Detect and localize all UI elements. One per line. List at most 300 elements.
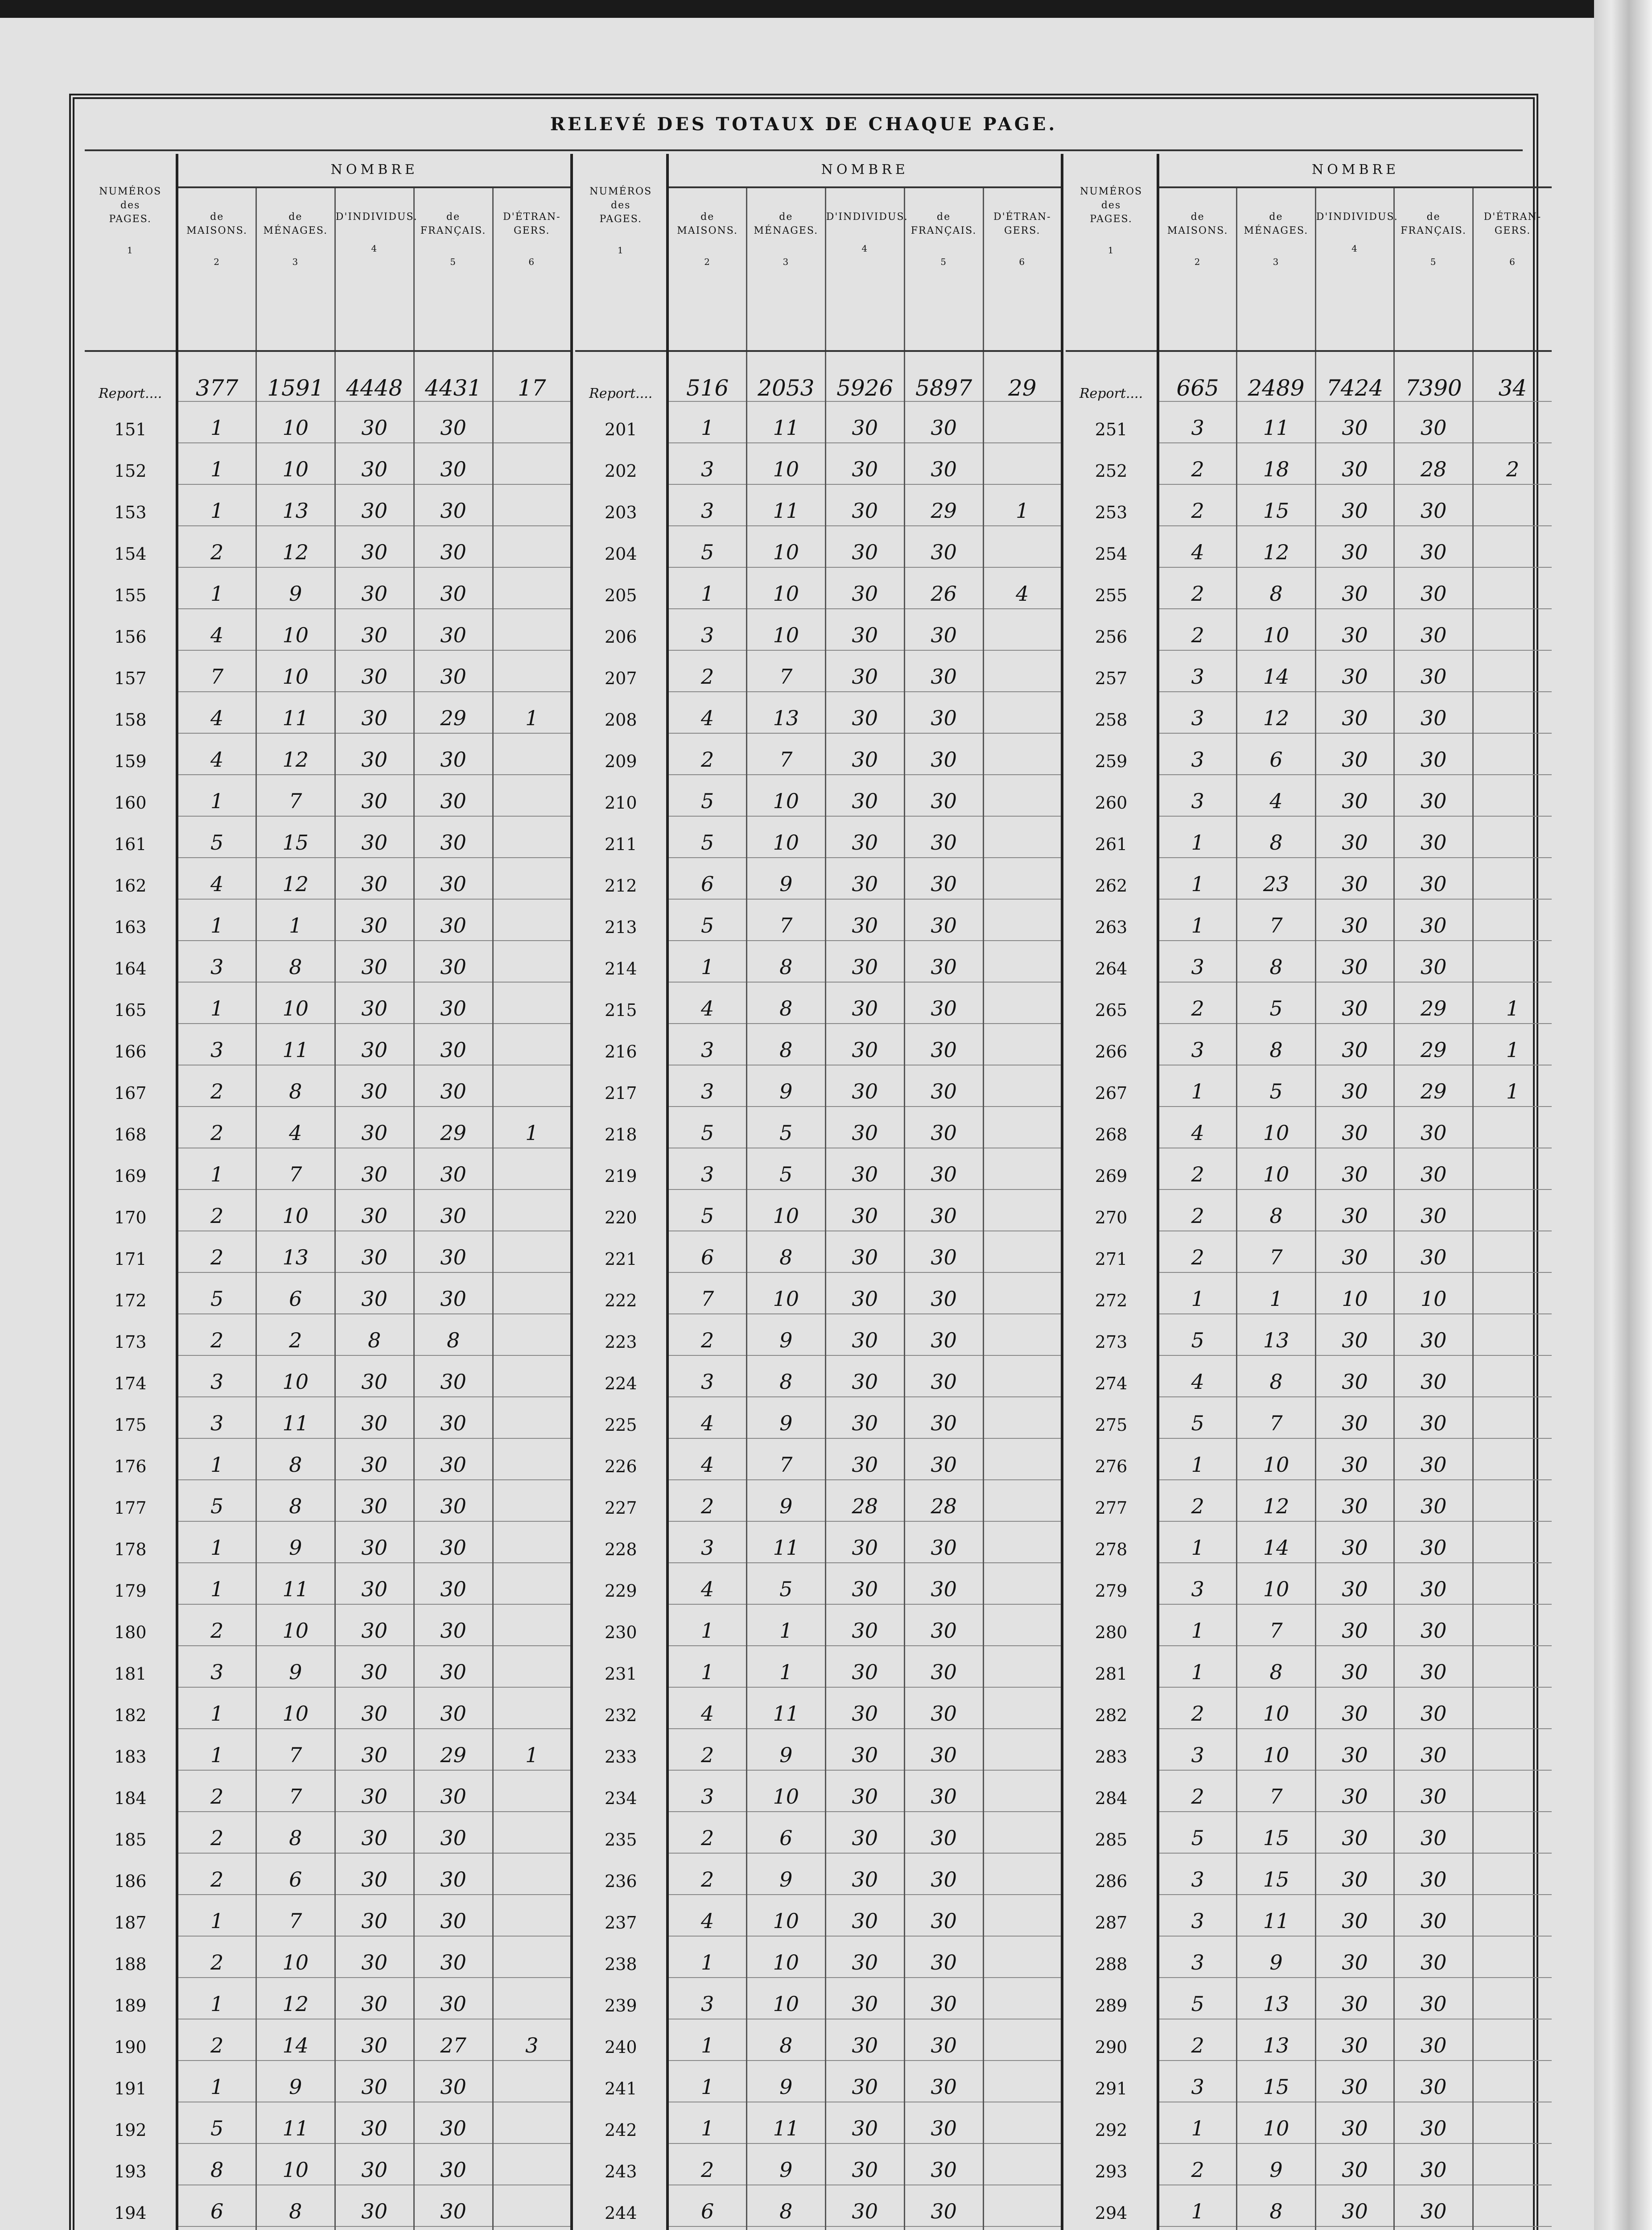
maisons-cell: 2 bbox=[1158, 2143, 1237, 2185]
maisons-cell: 3 bbox=[177, 1397, 256, 1438]
menages-cell: 10 bbox=[256, 443, 335, 484]
maisons-cell: 2 bbox=[177, 2019, 256, 2061]
individus-cell: 30 bbox=[1315, 2061, 1394, 2102]
page-number-cell: 204 bbox=[575, 526, 667, 567]
etrangers-cell: 1 bbox=[493, 692, 572, 733]
page-number-cell: 270 bbox=[1066, 1189, 1158, 1231]
table-row bbox=[85, 1107, 572, 1148]
individus-cell: 30 bbox=[1315, 1646, 1394, 1687]
francais-cell: 30 bbox=[414, 816, 493, 858]
francais-cell: 30 bbox=[1394, 1189, 1473, 1231]
page-number-cell: 286 bbox=[1066, 1853, 1158, 1895]
menages-header-label: de bbox=[1269, 211, 1283, 223]
menages-cell: 10 bbox=[256, 650, 335, 692]
maisons-cell: 2 bbox=[177, 1107, 256, 1148]
etrangers-cell bbox=[983, 1355, 1062, 1397]
table-row bbox=[575, 526, 1062, 567]
maisons-cell: 1 bbox=[177, 1687, 256, 1729]
francais-cell: 28 bbox=[904, 1480, 983, 1521]
francais-cell: 30 bbox=[1394, 2185, 1473, 2226]
table-row bbox=[85, 1024, 572, 1065]
maisons-cell: 1 bbox=[667, 401, 746, 443]
menages-cell: 5 bbox=[746, 1563, 825, 1604]
table-row bbox=[85, 443, 572, 484]
page-number-cell: 273 bbox=[1066, 1314, 1158, 1355]
table-row bbox=[575, 1189, 1062, 1231]
menages-cell: 10 bbox=[1237, 2102, 1316, 2143]
individus-cell: 30 bbox=[1315, 1895, 1394, 1936]
page-number-cell: 174 bbox=[85, 1355, 177, 1397]
maisons-cell: 2 bbox=[1158, 982, 1237, 1024]
menages-cell: 10 bbox=[746, 609, 825, 650]
etrangers-cell bbox=[493, 982, 572, 1024]
menages-cell: 9 bbox=[746, 858, 825, 899]
etrangers-cell bbox=[983, 526, 1062, 567]
francais-cell: 30 bbox=[904, 1687, 983, 1729]
menages-cell bbox=[746, 2226, 825, 2230]
etrangers-cell bbox=[983, 692, 1062, 733]
francais-cell: 29 bbox=[1394, 982, 1473, 1024]
etrangers-cell bbox=[1473, 2143, 1552, 2185]
table-row bbox=[1066, 1936, 1552, 1978]
etrangers-cell bbox=[493, 1438, 572, 1480]
page-number-cell: 242 bbox=[575, 2102, 667, 2143]
page-number-cell: 178 bbox=[85, 1521, 177, 1563]
table-row bbox=[85, 1729, 572, 1770]
maisons-cell: 3 bbox=[1158, 1024, 1237, 1065]
menages-cell: 18 bbox=[1237, 443, 1316, 484]
menages-cell: 11 bbox=[746, 2102, 825, 2143]
page-number-cell: 257 bbox=[1066, 650, 1158, 692]
maisons-cell: 2 bbox=[667, 650, 746, 692]
page-numbers-header bbox=[85, 154, 177, 351]
menages-cell: 8 bbox=[256, 2185, 335, 2226]
page-number-cell: 243 bbox=[575, 2143, 667, 2185]
page-number-cell: 156 bbox=[85, 609, 177, 650]
etrangers-cell bbox=[1473, 2061, 1552, 2102]
table-row bbox=[1066, 1895, 1552, 1936]
maisons-cell: 2 bbox=[667, 1314, 746, 1355]
table-row bbox=[85, 1065, 572, 1107]
page-number-cell: 284 bbox=[1066, 1770, 1158, 1812]
report-label: Report.... bbox=[575, 351, 667, 401]
francais-cell: 30 bbox=[414, 567, 493, 609]
page-number-cell: 280 bbox=[1066, 1604, 1158, 1646]
etrangers-cell bbox=[983, 2185, 1062, 2226]
table-row bbox=[85, 1231, 572, 1272]
individus-cell: 30 bbox=[825, 526, 904, 567]
individus-cell: 30 bbox=[825, 1687, 904, 1729]
etrangers-cell bbox=[983, 775, 1062, 816]
table-row bbox=[1066, 1563, 1552, 1604]
table-row bbox=[1066, 1148, 1552, 1189]
francais-cell: 30 bbox=[904, 1729, 983, 1770]
etrangers-cell bbox=[1473, 1729, 1552, 1770]
menages-cell: 11 bbox=[746, 484, 825, 526]
page-numbers-header-label: PAGES. bbox=[109, 213, 152, 225]
report-row bbox=[575, 351, 1062, 401]
page-number-cell: 166 bbox=[85, 1024, 177, 1065]
menages-cell: 10 bbox=[1237, 1148, 1316, 1189]
maisons-cell: 2 bbox=[1158, 1770, 1237, 1812]
maisons-cell: 3 bbox=[177, 941, 256, 982]
individus-cell: 30 bbox=[335, 609, 414, 650]
page-numbers-header-label: des bbox=[1101, 199, 1121, 211]
page-number-cell: 155 bbox=[85, 567, 177, 609]
menages-cell: 8 bbox=[1237, 567, 1316, 609]
page-number-cell: 209 bbox=[575, 733, 667, 775]
individus-cell: 30 bbox=[1315, 1189, 1394, 1231]
individus-cell: 30 bbox=[825, 1978, 904, 2019]
menages-cell: 12 bbox=[256, 858, 335, 899]
etrangers-cell bbox=[493, 1521, 572, 1563]
individus-cell: 30 bbox=[335, 1397, 414, 1438]
table-row bbox=[85, 1770, 572, 1812]
maisons-cell: 2 bbox=[177, 1314, 256, 1355]
francais-cell: 30 bbox=[904, 2061, 983, 2102]
menages-cell: 12 bbox=[256, 526, 335, 567]
menages-cell: 9 bbox=[1237, 1936, 1316, 1978]
page-number-cell: 201 bbox=[575, 401, 667, 443]
francais-header bbox=[414, 187, 493, 351]
etrangers-cell bbox=[493, 1231, 572, 1272]
francais-cell: 30 bbox=[904, 1604, 983, 1646]
maisons-cell: 1 bbox=[177, 899, 256, 941]
individus-cell: 30 bbox=[335, 816, 414, 858]
francais-header-label: FRANÇAIS. bbox=[1401, 225, 1467, 236]
page-number-cell: 157 bbox=[85, 650, 177, 692]
menages-cell: 5 bbox=[746, 1148, 825, 1189]
etrangers-cell bbox=[493, 1355, 572, 1397]
page-number-cell: 194 bbox=[85, 2185, 177, 2226]
francais-header-label: de bbox=[937, 211, 951, 223]
page-number-cell: 272 bbox=[1066, 1272, 1158, 1314]
etrangers-cell: 1 bbox=[983, 484, 1062, 526]
etrangers-cell bbox=[1473, 2226, 1552, 2230]
francais-cell: 30 bbox=[1394, 650, 1473, 692]
francais-cell: 30 bbox=[414, 484, 493, 526]
menages-cell: 9 bbox=[746, 1397, 825, 1438]
individus-cell: 30 bbox=[1315, 1355, 1394, 1397]
table-row bbox=[85, 1355, 572, 1397]
table-row bbox=[575, 1231, 1062, 1272]
menages-cell: 8 bbox=[256, 941, 335, 982]
menages-cell: 7 bbox=[746, 733, 825, 775]
individus-cell: 30 bbox=[1315, 1687, 1394, 1729]
etrangers-cell bbox=[493, 2143, 572, 2185]
etrangers-header-label: D'ÉTRAN- bbox=[993, 211, 1051, 223]
page-number-cell: 160 bbox=[85, 775, 177, 816]
page-number-cell: 221 bbox=[575, 1231, 667, 1272]
individus-cell: 30 bbox=[1315, 1148, 1394, 1189]
column-number: 4 bbox=[371, 243, 378, 254]
table-row bbox=[85, 941, 572, 982]
page-number-cell: 253 bbox=[1066, 484, 1158, 526]
etrangers-header bbox=[983, 187, 1062, 351]
individus-cell: 30 bbox=[1315, 1065, 1394, 1107]
francais-cell: 30 bbox=[904, 858, 983, 899]
table-row bbox=[575, 1272, 1062, 1314]
individus-cell: 30 bbox=[335, 1480, 414, 1521]
menages-cell: 10 bbox=[746, 1978, 825, 2019]
totals-block-3 bbox=[1066, 154, 1552, 2230]
table-row bbox=[575, 775, 1062, 816]
individus-cell: 30 bbox=[1315, 1231, 1394, 1272]
etrangers-header-label: D'ÉTRAN- bbox=[503, 211, 561, 223]
francais-cell: 30 bbox=[904, 1148, 983, 1189]
francais-cell: 30 bbox=[414, 2185, 493, 2226]
individus-header-label: D'INDIVIDUS. bbox=[335, 211, 418, 223]
etrangers-cell bbox=[1473, 650, 1552, 692]
etrangers-cell bbox=[493, 1895, 572, 1936]
page-number-cell: 233 bbox=[575, 1729, 667, 1770]
menages-cell: 9 bbox=[256, 567, 335, 609]
table-row bbox=[575, 1978, 1062, 2019]
nombre-header: NOMBRE bbox=[667, 154, 1062, 187]
table-row bbox=[1066, 2143, 1552, 2185]
menages-cell bbox=[1237, 2226, 1316, 2230]
francais-cell: 30 bbox=[904, 2143, 983, 2185]
menages-cell: 8 bbox=[1237, 1189, 1316, 1231]
francais-cell: 30 bbox=[414, 1189, 493, 1231]
page-number-cell: 292 bbox=[1066, 2102, 1158, 2143]
maisons-cell: 2 bbox=[667, 733, 746, 775]
page-number-cell: 202 bbox=[575, 443, 667, 484]
report-value: 17 bbox=[493, 351, 572, 401]
maisons-cell: 2 bbox=[667, 2143, 746, 2185]
maisons-cell: 3 bbox=[1158, 1936, 1237, 1978]
francais-cell: 30 bbox=[1394, 1978, 1473, 2019]
etrangers-cell: 3 bbox=[493, 2019, 572, 2061]
table-row bbox=[575, 1314, 1062, 1355]
individus-cell: 30 bbox=[825, 941, 904, 982]
column-number: 3 bbox=[1273, 256, 1280, 268]
maisons-cell: 2 bbox=[177, 1065, 256, 1107]
table-row bbox=[85, 484, 572, 526]
menages-cell: 8 bbox=[746, 941, 825, 982]
individus-cell: 30 bbox=[1315, 1397, 1394, 1438]
individus-cell: 30 bbox=[825, 1189, 904, 1231]
etrangers-cell bbox=[493, 775, 572, 816]
individus-cell: 30 bbox=[335, 899, 414, 941]
francais-cell bbox=[904, 2226, 983, 2230]
francais-cell: 30 bbox=[904, 1812, 983, 1853]
individus-cell: 30 bbox=[335, 567, 414, 609]
maisons-cell: 1 bbox=[177, 1148, 256, 1189]
table-row bbox=[575, 1107, 1062, 1148]
francais-cell: 30 bbox=[904, 1024, 983, 1065]
menages-cell: 12 bbox=[256, 733, 335, 775]
maisons-cell: 1 bbox=[177, 1521, 256, 1563]
etrangers-cell bbox=[983, 858, 1062, 899]
page-number-cell: 205 bbox=[575, 567, 667, 609]
page-number-cell: 179 bbox=[85, 1563, 177, 1604]
page-number-cell: 189 bbox=[85, 1978, 177, 2019]
table-row bbox=[85, 1853, 572, 1895]
individus-cell: 30 bbox=[335, 1563, 414, 1604]
page-number-cell: 224 bbox=[575, 1355, 667, 1397]
page-number-cell: 158 bbox=[85, 692, 177, 733]
francais-cell: 30 bbox=[904, 1314, 983, 1355]
francais-cell: 30 bbox=[1394, 1355, 1473, 1397]
menages-cell: 6 bbox=[746, 1812, 825, 1853]
table-row bbox=[85, 1438, 572, 1480]
page-number-cell: 192 bbox=[85, 2102, 177, 2143]
etrangers-cell bbox=[1473, 1770, 1552, 1812]
francais-cell: 30 bbox=[904, 1521, 983, 1563]
table-row bbox=[85, 733, 572, 775]
etrangers-cell bbox=[983, 1314, 1062, 1355]
individus-cell: 30 bbox=[825, 1936, 904, 1978]
etrangers-cell bbox=[1473, 1231, 1552, 1272]
francais-cell: 30 bbox=[414, 650, 493, 692]
page-number-cell: 154 bbox=[85, 526, 177, 567]
maisons-cell: 2 bbox=[177, 1853, 256, 1895]
francais-cell: 30 bbox=[414, 401, 493, 443]
table-row bbox=[1066, 1646, 1552, 1687]
maisons-cell: 1 bbox=[177, 567, 256, 609]
table-row bbox=[1066, 1189, 1552, 1231]
table-row bbox=[1066, 858, 1552, 899]
etrangers-cell bbox=[493, 1148, 572, 1189]
maisons-cell: 3 bbox=[1158, 1729, 1237, 1770]
maisons-cell: 4 bbox=[177, 692, 256, 733]
maisons-cell: 3 bbox=[667, 1065, 746, 1107]
etrangers-cell bbox=[493, 443, 572, 484]
maisons-cell: 3 bbox=[1158, 1853, 1237, 1895]
report-value: 665 bbox=[1158, 351, 1237, 401]
francais-header bbox=[904, 187, 983, 351]
individus-cell: 30 bbox=[1315, 650, 1394, 692]
francais-cell: 30 bbox=[414, 941, 493, 982]
etrangers-cell: 1 bbox=[1473, 1065, 1552, 1107]
table-row bbox=[575, 1770, 1062, 1812]
table-row bbox=[1066, 2185, 1552, 2226]
table-row bbox=[575, 1024, 1062, 1065]
francais-cell: 30 bbox=[414, 1895, 493, 1936]
maisons-cell: 4 bbox=[667, 1687, 746, 1729]
page-number-cell: 294 bbox=[1066, 2185, 1158, 2226]
page-number-cell: 164 bbox=[85, 941, 177, 982]
page-number-cell: 227 bbox=[575, 1480, 667, 1521]
menages-cell: 13 bbox=[1237, 1314, 1316, 1355]
report-value: 7424 bbox=[1315, 351, 1394, 401]
maisons-cell: 4 bbox=[667, 1895, 746, 1936]
report-value: 29 bbox=[983, 351, 1062, 401]
table-row bbox=[1066, 1853, 1552, 1895]
table-row bbox=[575, 1563, 1062, 1604]
menages-cell: 8 bbox=[746, 982, 825, 1024]
page-number-cell: 285 bbox=[1066, 1812, 1158, 1853]
maisons-cell bbox=[1158, 2226, 1237, 2230]
totals-table bbox=[575, 154, 1063, 2230]
menages-cell: 10 bbox=[746, 1272, 825, 1314]
page-number-cell: 238 bbox=[575, 1936, 667, 1978]
francais-cell: 30 bbox=[414, 1563, 493, 1604]
menages-cell: 9 bbox=[746, 1065, 825, 1107]
francais-cell: 30 bbox=[1394, 2019, 1473, 2061]
individus-cell: 30 bbox=[335, 2185, 414, 2226]
maisons-cell: 5 bbox=[1158, 1978, 1237, 2019]
etrangers-cell bbox=[983, 2019, 1062, 2061]
menages-cell: 15 bbox=[1237, 2061, 1316, 2102]
page-number-cell: 175 bbox=[85, 1397, 177, 1438]
individus-header bbox=[1315, 187, 1398, 351]
page-number-cell: 275 bbox=[1066, 1397, 1158, 1438]
etrangers-header bbox=[493, 187, 572, 351]
etrangers-cell bbox=[1473, 1853, 1552, 1895]
etrangers-cell bbox=[983, 1107, 1062, 1148]
etrangers-cell bbox=[983, 2143, 1062, 2185]
maisons-cell: 4 bbox=[667, 1563, 746, 1604]
table-row bbox=[1066, 443, 1552, 484]
menages-cell: 1 bbox=[256, 899, 335, 941]
individus-cell: 30 bbox=[1315, 526, 1394, 567]
table-row bbox=[85, 1189, 572, 1231]
etrangers-cell bbox=[1473, 692, 1552, 733]
totals-table bbox=[1066, 154, 1552, 2230]
individus-cell: 30 bbox=[1315, 1521, 1394, 1563]
menages-cell: 10 bbox=[746, 567, 825, 609]
page-numbers-header bbox=[575, 154, 667, 351]
etrangers-cell bbox=[493, 1604, 572, 1646]
page-number-cell: 236 bbox=[575, 1853, 667, 1895]
etrangers-cell bbox=[1473, 816, 1552, 858]
menages-cell: 8 bbox=[256, 1812, 335, 1853]
individus-cell: 30 bbox=[1315, 775, 1394, 816]
table-row bbox=[575, 1895, 1062, 1936]
francais-cell: 29 bbox=[414, 692, 493, 733]
francais-cell bbox=[414, 2226, 493, 2230]
maisons-cell: 2 bbox=[177, 526, 256, 567]
maisons-cell: 5 bbox=[1158, 1812, 1237, 1853]
column-number: 2 bbox=[704, 256, 711, 268]
francais-cell: 30 bbox=[904, 1853, 983, 1895]
maisons-cell: 2 bbox=[667, 1812, 746, 1853]
maisons-cell: 4 bbox=[1158, 1355, 1237, 1397]
page-number-cell bbox=[1066, 2226, 1158, 2230]
etrangers-cell bbox=[1473, 1687, 1552, 1729]
individus-cell: 30 bbox=[825, 1895, 904, 1936]
etrangers-cell bbox=[1473, 1189, 1552, 1231]
menages-cell: 2 bbox=[256, 1314, 335, 1355]
maisons-cell: 5 bbox=[177, 2102, 256, 2143]
maisons-cell: 1 bbox=[1158, 1604, 1237, 1646]
francais-cell: 30 bbox=[1394, 1438, 1473, 1480]
etrangers-header-label: GERS. bbox=[1494, 225, 1531, 236]
table-row bbox=[1066, 401, 1552, 443]
column-number: 1 bbox=[127, 245, 134, 256]
table-row bbox=[1066, 2019, 1552, 2061]
individus-cell: 30 bbox=[825, 1729, 904, 1770]
maisons-cell: 2 bbox=[1158, 1687, 1237, 1729]
maisons-cell: 8 bbox=[177, 2143, 256, 2185]
francais-cell: 29 bbox=[1394, 1024, 1473, 1065]
etrangers-cell bbox=[1473, 2019, 1552, 2061]
individus-cell: 30 bbox=[1315, 1314, 1394, 1355]
table-row bbox=[85, 609, 572, 650]
page-number-cell: 172 bbox=[85, 1272, 177, 1314]
francais-cell: 30 bbox=[1394, 1521, 1473, 1563]
etrangers-cell bbox=[493, 2102, 572, 2143]
menages-cell: 10 bbox=[256, 1687, 335, 1729]
menages-cell: 11 bbox=[256, 1024, 335, 1065]
individus-cell: 30 bbox=[335, 1895, 414, 1936]
page-number-cell: 291 bbox=[1066, 2061, 1158, 2102]
page-number-cell: 264 bbox=[1066, 941, 1158, 982]
table-row bbox=[85, 1314, 572, 1355]
menages-cell: 7 bbox=[256, 1729, 335, 1770]
